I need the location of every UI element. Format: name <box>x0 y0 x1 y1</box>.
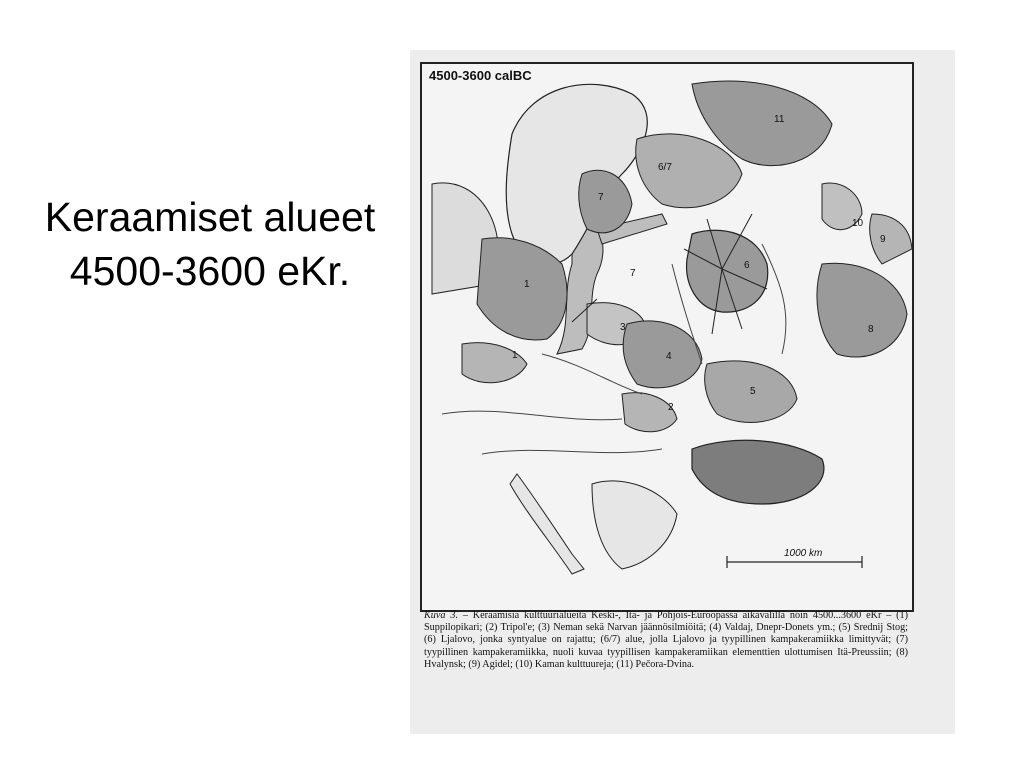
caption-text: – Keraamisia kulttuurialueita Keski-, Itä- ja Pohjois-Euroopassa aikavälillä noin 4500...3600 eKr – (1) Suppilopikari; (2) Tripol'e; (3) Neman sekä Narvan jäännösilmiöitä; (4) Valdaj, Dnepr-Donets ym.; (5) Srednij Stog; (6) Ljalovo, jonka syntyalue on rajattu; (6/7) alue, jolla Ljalovo ja tyypillinen kampakeramiikka limittyvät; (7) tyypillinen kampakeramiikka, nuoli kuvaa tyypillisen kampakeramiikan elementtien ulottumisen Itä-Preussiin; (8) Hvalynsk; (9) Agidel; (10) Kaman kulttuureja; (11) Pečora-Dvina. <box>424 610 909 670</box>
zone-label-3: 3 <box>620 322 626 333</box>
map-figure <box>420 62 914 612</box>
scale-label: 1000 km <box>784 548 823 559</box>
zone-label-5: 5 <box>750 386 756 397</box>
zone-8-hvalynsk <box>817 263 907 357</box>
map-drawing <box>422 64 912 610</box>
map-title: 4500-3600 calBC <box>426 68 535 83</box>
caption-figure-ref: Kuva 3. <box>424 610 458 621</box>
black-sea <box>692 440 824 504</box>
scandinavia <box>506 84 647 264</box>
zone-label-7-south: 7 <box>630 268 636 279</box>
zone-1-south <box>462 343 527 383</box>
zone-label-6-7: 6/7 <box>658 162 672 173</box>
zone-label-6: 6 <box>744 260 750 271</box>
zone-label-2: 2 <box>668 402 674 413</box>
zone-label-11: 11 <box>774 114 785 125</box>
zone-9-agidel <box>870 214 912 264</box>
zone-label-4: 4 <box>666 351 672 362</box>
slide-title: Keraamiset alueet 4500-3600 eKr. <box>44 194 376 294</box>
zone-label-8: 8 <box>868 324 874 335</box>
figure-caption <box>424 610 908 671</box>
balkans <box>592 481 677 569</box>
zone-label-10: 10 <box>852 218 864 229</box>
zone-label-1-south: 1 <box>512 350 518 361</box>
zone-label-9: 9 <box>880 234 886 245</box>
zone-4-dnepr <box>623 321 702 388</box>
zone-label-7-north: 7 <box>598 192 604 203</box>
zone-label-1-north: 1 <box>524 279 530 290</box>
italy <box>510 474 584 574</box>
